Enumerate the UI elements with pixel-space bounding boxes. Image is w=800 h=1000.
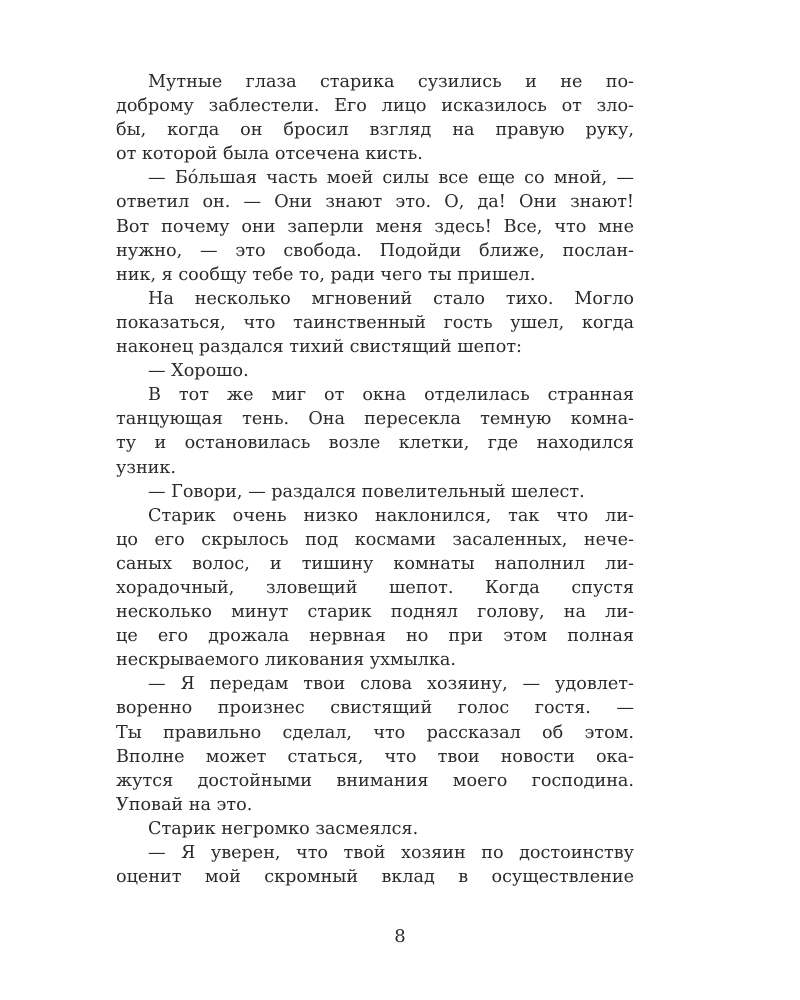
text-line: ответил он. — Они знают это. О, да! Они знают!: [116, 192, 634, 213]
text-line: хорадочный, зловещий шепот. Когда спустя: [116, 577, 634, 598]
text-line: нужно, — это свобода. Подойди ближе, послан-: [116, 240, 634, 261]
text-line: — Бóльшая часть моей силы все еще со мной, —: [148, 168, 634, 189]
text-line: — Говори, — раздался повелительный шелест.: [148, 481, 585, 502]
text-line: ту и остановилась возле клетки, где находился: [116, 433, 634, 454]
text-line: бы, когда он бросил взгляд на правую руку,: [116, 120, 634, 141]
text-line: В тот же миг от окна отделилась странная: [148, 385, 634, 406]
body-text: [116, 70, 634, 889]
text-line: На несколько мгновений стало тихо. Могло: [148, 288, 634, 309]
text-line: жутся достойными внимания моего господина.: [116, 770, 634, 791]
text-line: це его дрожала нервная но при этом полная: [116, 626, 634, 647]
page-number: 8: [394, 926, 406, 947]
text-line: Мутные глаза старика сузились и не по-: [148, 72, 634, 92]
text-line: показаться, что таинственный гость ушел, когда: [116, 312, 634, 333]
text-line: доброму заблестели. Его лицо исказилось от зло-: [116, 96, 634, 117]
text-line: саных волос, и тишину комнаты наполнил ли-: [116, 553, 634, 574]
text-line: оценит мой скромный вклад в осуществление: [116, 867, 634, 888]
text-line: Ты правильно сделал, что рассказал об этом.: [116, 722, 634, 743]
text-line: танцующая тень. Она пересекла темную комна-: [116, 409, 634, 430]
text-line: Старик негромко засмеялся.: [148, 818, 419, 839]
text-line: от которой была отсечена кисть.: [116, 144, 423, 165]
text-line: — Хорошо.: [148, 361, 249, 382]
text-line: несколько минут старик поднял голову, на ли-: [116, 602, 634, 623]
text-line: воренно произнес свистящий голос гостя. —: [116, 698, 634, 719]
text-line: цо его скрылось под космами засаленных, нече-: [116, 529, 634, 550]
text-line: — Я уверен, что твой хозяин по достоинству: [148, 843, 634, 863]
text-line: наконец раздался тихий свистящий шепот:: [116, 337, 522, 358]
text-line: Старик очень низко наклонился, так что ли-: [148, 505, 634, 526]
text-line: — Я передам твои слова хозяину, — удовлет-: [148, 674, 634, 695]
text-line: Вот почему они заперли меня здесь! Все, что мне: [116, 216, 634, 237]
text-line: Вполне может статься, что твои новости ока-: [116, 746, 634, 767]
text-line: узник.: [116, 457, 176, 478]
text-line: ник, я сообщу тебе то, ради чего ты пришел.: [116, 264, 536, 285]
text-line: нескрываемого ликования ухмылка.: [116, 650, 456, 671]
text-line: Уповай на это.: [116, 794, 253, 815]
